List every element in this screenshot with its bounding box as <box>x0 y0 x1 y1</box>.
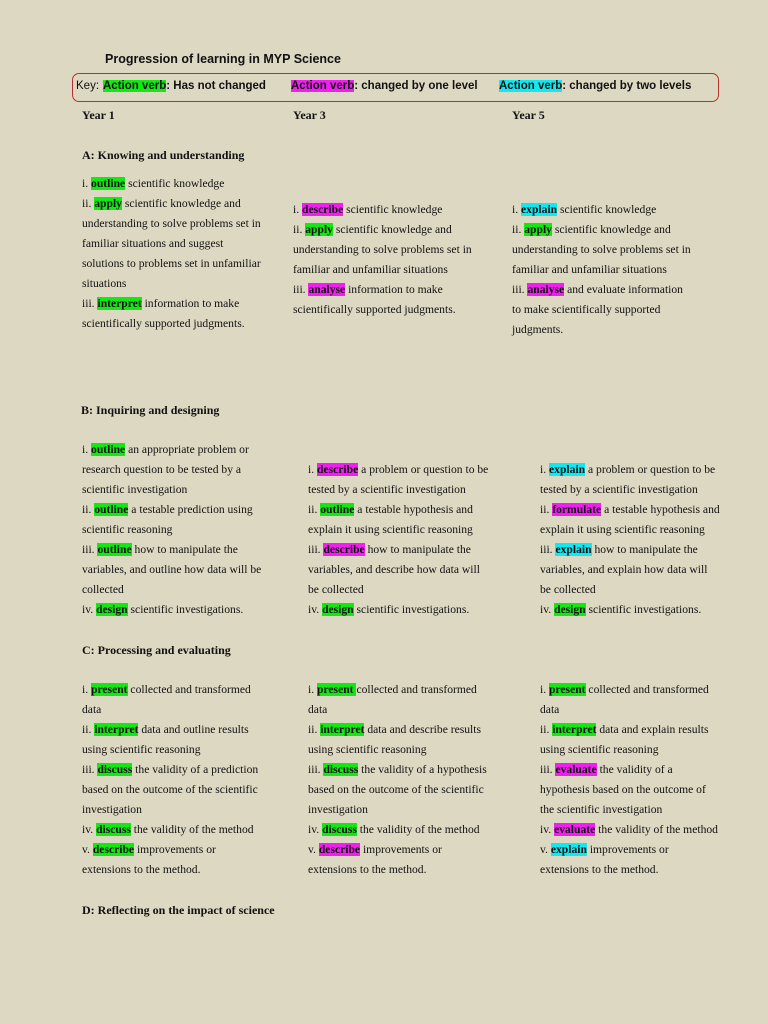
criterion-line <box>82 460 261 480</box>
line-text: i. <box>540 463 550 476</box>
line-text: an appropriate problem or <box>125 443 249 456</box>
line-text: extensions to the method. <box>540 863 659 876</box>
line-text: iii. <box>82 297 98 310</box>
criterion-line <box>540 500 720 520</box>
line-text: iv. <box>308 603 323 616</box>
criterion-line <box>308 540 488 560</box>
criterion-line <box>82 820 258 840</box>
key-verb-cyan: Action verb <box>499 80 563 92</box>
criterion-line <box>308 840 487 860</box>
action-verb-highlight: evaluate <box>554 823 596 836</box>
action-verb-highlight: describe <box>302 203 344 216</box>
line-text: data and explain results <box>596 723 709 736</box>
key-item-one-level <box>291 80 478 92</box>
line-text: collected and transformed <box>127 683 251 696</box>
line-text: how to manipulate the <box>131 543 238 556</box>
criterion-line <box>308 800 487 820</box>
line-text: explain it using scientific reasoning <box>308 523 473 536</box>
line-text: iii. <box>82 543 98 556</box>
line-text: using scientific reasoning <box>540 743 659 756</box>
line-text: collected and transformed <box>356 683 477 696</box>
criterion-line <box>512 280 691 300</box>
line-text: how to manipulate the <box>364 543 471 556</box>
criterion-line <box>82 700 258 720</box>
action-verb-highlight: discuss <box>96 823 131 836</box>
line-text: collected <box>82 583 124 596</box>
line-text: tested by a scientific investigation <box>540 483 698 496</box>
criterion-line <box>540 460 720 480</box>
line-text: v. <box>308 843 319 856</box>
section-b-year-5 <box>540 460 720 620</box>
action-verb-highlight: explain <box>521 203 558 216</box>
line-text: judgments. <box>512 323 564 336</box>
action-verb-highlight: interpret <box>320 723 365 736</box>
criterion-line <box>82 294 261 314</box>
criterion-line <box>308 500 488 520</box>
line-text: how to manipulate the <box>591 543 698 556</box>
criterion-line <box>82 740 258 760</box>
section-c-year-1 <box>82 680 258 880</box>
criterion-line <box>293 280 472 300</box>
line-text: the validity of the method <box>130 823 254 836</box>
action-verb-highlight: discuss <box>322 823 357 836</box>
line-text: scientific knowledge and <box>332 223 452 236</box>
section-a-year-3 <box>293 200 472 320</box>
criterion-line <box>540 580 720 600</box>
criterion-line <box>308 560 488 580</box>
criterion-line <box>82 520 261 540</box>
criterion-line <box>82 274 261 294</box>
line-text: information to make <box>141 297 240 310</box>
key-item-two-levels <box>499 80 691 92</box>
action-verb-highlight: design <box>96 603 128 616</box>
line-text: i. <box>540 683 550 696</box>
criterion-line <box>308 860 487 880</box>
year-1-header: Year 1 <box>82 108 115 122</box>
line-text: improvements or <box>134 843 216 856</box>
line-text: the validity of a prediction <box>132 763 259 776</box>
line-text: hypothesis based on the outcome of <box>540 783 706 796</box>
criterion-line <box>540 780 718 800</box>
criterion-line <box>82 234 261 254</box>
line-text: variables, and describe how data will <box>308 563 480 576</box>
line-text: iii. <box>308 763 324 776</box>
criterion-line <box>540 480 720 500</box>
criterion-line <box>308 680 487 700</box>
criterion-line <box>308 720 487 740</box>
line-text: be collected <box>540 583 596 596</box>
line-text: iv. <box>82 823 97 836</box>
criterion-line <box>293 240 472 260</box>
line-text: i. <box>82 177 92 190</box>
line-text: data <box>82 703 102 716</box>
line-text: variables, and explain how data will <box>540 563 708 576</box>
action-verb-highlight: evaluate <box>555 763 597 776</box>
action-verb-highlight: describe <box>92 843 135 856</box>
line-text: familiar and unfamiliar situations <box>512 263 667 276</box>
action-verb-highlight: present <box>549 683 586 696</box>
criterion-line <box>293 260 472 280</box>
line-text: iv. <box>540 823 555 836</box>
line-text: v. <box>540 843 551 856</box>
criterion-line <box>540 760 718 780</box>
line-text: the validity of the method <box>595 823 718 836</box>
criterion-line <box>512 320 691 340</box>
criterion-line <box>308 740 487 760</box>
criterion-line <box>540 800 718 820</box>
section-c-year-5 <box>540 680 718 880</box>
line-text: based on the outcome of the scientific <box>308 783 484 796</box>
line-text: extensions to the method. <box>308 863 427 876</box>
line-text: i. <box>512 203 522 216</box>
section-heading-b: B: Inquiring and designing <box>81 403 220 417</box>
criterion-line <box>82 500 261 520</box>
line-text: scientific investigation <box>82 483 188 496</box>
criterion-line <box>308 520 488 540</box>
line-text: solutions to problems set in unfamiliar <box>82 257 261 270</box>
line-text: data <box>540 703 560 716</box>
action-verb-highlight: describe <box>318 843 361 856</box>
criterion-line <box>82 254 261 274</box>
line-text: improvements or <box>360 843 442 856</box>
action-verb-highlight: explain <box>555 543 592 556</box>
line-text: the scientific investigation <box>540 803 663 816</box>
line-text: understanding to solve problems set in <box>512 243 691 256</box>
year-3-header: Year 3 <box>293 108 326 122</box>
line-text: iii. <box>308 543 324 556</box>
criterion-line <box>540 700 718 720</box>
line-text: iv. <box>82 603 97 616</box>
line-text: ii. <box>308 503 321 516</box>
line-text: i. <box>308 463 318 476</box>
criterion-line <box>540 560 720 580</box>
action-verb-highlight: outline <box>91 177 126 190</box>
action-verb-highlight: apply <box>94 197 122 210</box>
action-verb-highlight: analyse <box>527 283 565 296</box>
criterion-line <box>82 480 261 500</box>
line-text: iii. <box>512 283 528 296</box>
section-b-year-1 <box>82 440 261 620</box>
action-verb-highlight: design <box>554 603 586 616</box>
action-verb-highlight: design <box>322 603 354 616</box>
criterion-line <box>540 520 720 540</box>
line-text: variables, and outline how data will be <box>82 563 262 576</box>
criterion-line <box>82 580 261 600</box>
line-text: explain it using scientific reasoning <box>540 523 705 536</box>
line-text: scientific knowledge and <box>551 223 671 236</box>
line-text: iii. <box>82 763 98 776</box>
criterion-line <box>82 314 261 334</box>
line-text: be collected <box>308 583 364 596</box>
line-text: i. <box>82 443 92 456</box>
section-heading-d: D: Reflecting on the impact of science <box>82 903 275 917</box>
line-text: scientific investigations. <box>127 603 244 616</box>
criterion-line <box>540 680 718 700</box>
criterion-line <box>82 840 258 860</box>
line-text: iv. <box>540 603 555 616</box>
action-verb-highlight: describe <box>317 463 359 476</box>
key-text-one-level: : changed by one level <box>354 80 478 92</box>
line-text: iv. <box>308 823 323 836</box>
action-verb-highlight: present <box>91 683 128 696</box>
line-text: i. <box>308 683 318 696</box>
line-text: data <box>308 703 328 716</box>
line-text: a problem or question to be <box>358 463 489 476</box>
line-text: and evaluate information <box>564 283 683 296</box>
key-verb-green: Action verb <box>103 80 167 92</box>
line-text: information to make <box>345 283 443 296</box>
line-text: understanding to solve problems set in <box>293 243 472 256</box>
action-verb-highlight: formulate <box>552 503 602 516</box>
action-verb-highlight: outline <box>94 503 129 516</box>
line-text: i. <box>82 683 92 696</box>
line-text: understanding to solve problems set in <box>82 217 261 230</box>
action-verb-highlight: discuss <box>97 763 133 776</box>
line-text: a testable prediction using <box>128 503 253 516</box>
action-verb-highlight: outline <box>320 503 355 516</box>
line-text: ii. <box>308 723 321 736</box>
criterion-line <box>293 220 472 240</box>
line-text: tested by a scientific investigation <box>308 483 466 496</box>
criterion-line <box>82 440 261 460</box>
criterion-line <box>82 600 261 620</box>
line-text: scientifically supported judgments. <box>82 317 245 330</box>
line-text: a testable hypothesis and <box>601 503 720 516</box>
line-text: ii. <box>293 223 306 236</box>
criterion-line <box>82 174 261 194</box>
line-text: ii. <box>540 503 553 516</box>
line-text: data and describe results <box>364 723 482 736</box>
key-label: Key: <box>76 80 100 92</box>
criterion-line <box>82 560 261 580</box>
line-text: based on the outcome of the scientific <box>82 783 258 796</box>
line-text: iii. <box>293 283 309 296</box>
line-text: using scientific reasoning <box>308 743 427 756</box>
line-text: scientific knowledge and <box>121 197 241 210</box>
line-text: ii. <box>82 197 95 210</box>
criterion-line <box>512 240 691 260</box>
criterion-line <box>540 860 718 880</box>
section-b-year-3 <box>308 460 488 620</box>
action-verb-highlight: present <box>317 683 357 696</box>
line-text: scientific knowledge <box>343 203 443 216</box>
action-verb-highlight: discuss <box>323 763 359 776</box>
key-text-unchanged: : Has not changed <box>166 80 266 92</box>
line-text: to make scientifically supported <box>512 303 661 316</box>
section-a-year-1 <box>82 174 261 334</box>
line-text: research question to be tested by a <box>82 463 242 476</box>
criterion-line <box>82 860 258 880</box>
line-text: extensions to the method. <box>82 863 201 876</box>
section-heading-c: C: Processing and evaluating <box>82 643 231 657</box>
section-heading-a: A: Knowing and understanding <box>82 148 245 162</box>
criterion-line <box>308 460 488 480</box>
action-verb-highlight: apply <box>524 223 552 236</box>
line-text: familiar situations and suggest <box>82 237 224 250</box>
criterion-line <box>82 800 258 820</box>
line-text: v. <box>82 843 93 856</box>
criterion-line <box>308 480 488 500</box>
criterion-line <box>512 200 691 220</box>
line-text: the validity of a hypothesis <box>358 763 487 776</box>
criterion-line <box>540 540 720 560</box>
action-verb-highlight: interpret <box>97 297 142 310</box>
criterion-line <box>82 760 258 780</box>
color-key <box>72 73 719 102</box>
line-text: scientifically supported judgments. <box>293 303 456 316</box>
line-text: scientific knowledge <box>557 203 657 216</box>
key-text-two-levels: : changed by two levels <box>562 80 692 92</box>
action-verb-highlight: explain <box>550 843 587 856</box>
line-text: situations <box>82 277 127 290</box>
criterion-line <box>82 680 258 700</box>
line-text: a problem or question to be <box>585 463 716 476</box>
criterion-line <box>540 740 718 760</box>
action-verb-highlight: outline <box>91 443 126 456</box>
year-5-header: Year 5 <box>512 108 545 122</box>
line-text: scientific investigations. <box>585 603 702 616</box>
criterion-line <box>540 820 718 840</box>
criterion-line <box>540 840 718 860</box>
line-text: ii. <box>512 223 525 236</box>
page-title: Progression of learning in MYP Science <box>105 52 341 66</box>
line-text: ii. <box>540 723 553 736</box>
line-text: the validity of the method <box>356 823 480 836</box>
line-text: collected and transformed <box>585 683 709 696</box>
line-text: investigation <box>82 803 142 816</box>
line-text: investigation <box>308 803 368 816</box>
criterion-line <box>540 600 720 620</box>
line-text: a testable hypothesis and <box>354 503 473 516</box>
action-verb-highlight: explain <box>549 463 586 476</box>
line-text: using scientific reasoning <box>82 743 201 756</box>
criterion-line <box>308 600 488 620</box>
action-verb-highlight: analyse <box>308 283 346 296</box>
key-verb-magenta: Action verb <box>291 80 355 92</box>
criterion-line <box>308 700 487 720</box>
line-text: the validity of a <box>596 763 673 776</box>
criterion-line <box>82 720 258 740</box>
criterion-line <box>82 194 261 214</box>
action-verb-highlight: outline <box>97 543 132 556</box>
line-text: ii. <box>82 503 95 516</box>
criterion-line <box>512 260 691 280</box>
action-verb-highlight: interpret <box>552 723 597 736</box>
section-c-year-3 <box>308 680 487 880</box>
line-text: data and outline results <box>138 723 249 736</box>
section-a-year-5 <box>512 200 691 340</box>
action-verb-highlight: interpret <box>94 723 139 736</box>
criterion-line <box>82 540 261 560</box>
line-text: familiar and unfamiliar situations <box>293 263 448 276</box>
criterion-line <box>293 300 472 320</box>
criterion-line <box>308 760 487 780</box>
criterion-line <box>308 780 487 800</box>
line-text: improvements or <box>586 843 669 856</box>
criterion-line <box>512 300 691 320</box>
criterion-line <box>293 200 472 220</box>
criterion-line <box>540 720 718 740</box>
line-text: scientific investigations. <box>353 603 470 616</box>
line-text: scientific knowledge <box>125 177 225 190</box>
key-item-unchanged <box>103 80 266 92</box>
line-text: i. <box>293 203 303 216</box>
criterion-line <box>308 820 487 840</box>
criterion-line <box>308 580 488 600</box>
criterion-line <box>82 214 261 234</box>
criterion-line <box>82 780 258 800</box>
action-verb-highlight: describe <box>323 543 365 556</box>
line-text: ii. <box>82 723 95 736</box>
action-verb-highlight: apply <box>305 223 333 236</box>
criterion-line <box>512 220 691 240</box>
line-text: iii. <box>540 763 556 776</box>
line-text: scientific reasoning <box>82 523 173 536</box>
line-text: iii. <box>540 543 556 556</box>
